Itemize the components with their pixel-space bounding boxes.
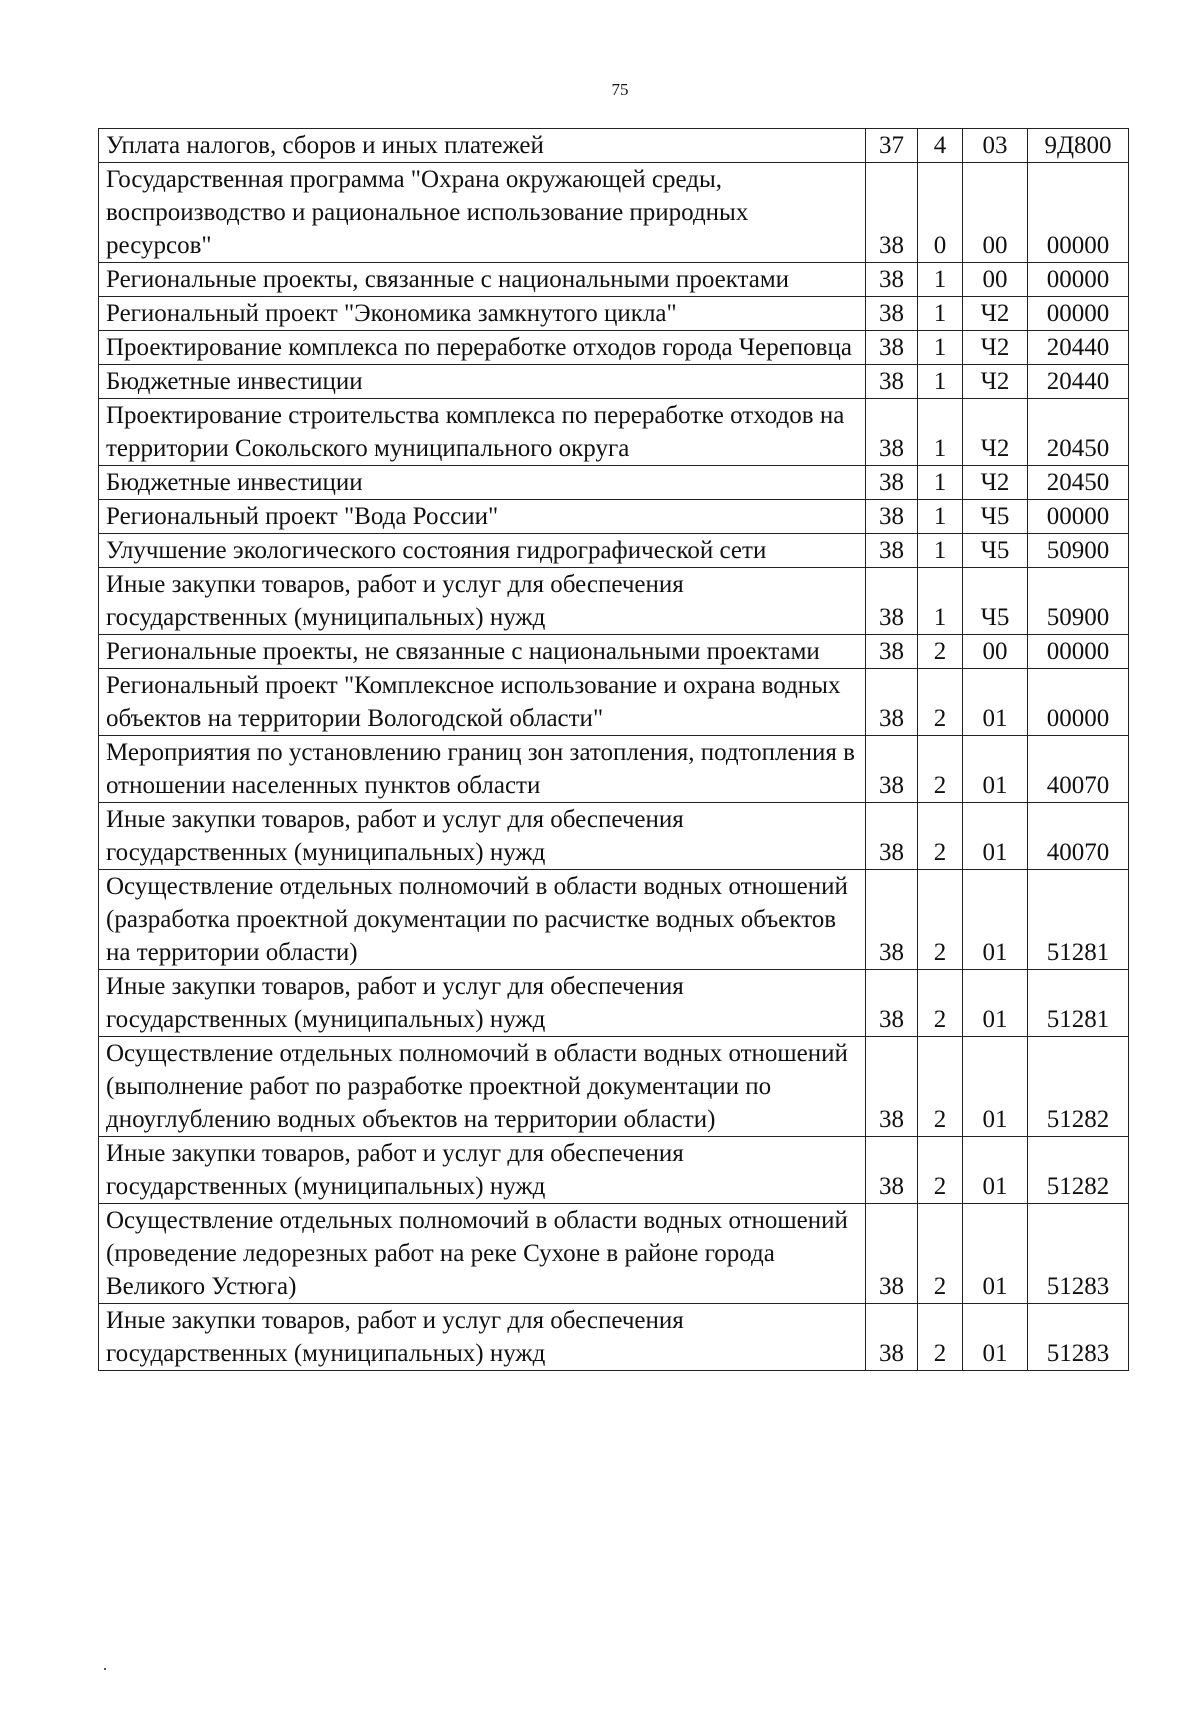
item-name: Проектирование строительства комплекса по переработке отходов на территории Сокольского муниципального округа bbox=[99, 399, 866, 466]
code-col-3: 00 bbox=[963, 163, 1028, 263]
code-col-3: 00 bbox=[963, 635, 1028, 669]
item-name: Осуществление отдельных полномочий в области водных отношений (проведение ледорезных работ на реке Сухоне в районе города Великого Устюга) bbox=[99, 1204, 866, 1304]
scan-speck bbox=[104, 1668, 106, 1670]
table-row bbox=[99, 1037, 1129, 1137]
code-col-2: 1 bbox=[918, 263, 963, 297]
code-col-2: 2 bbox=[918, 635, 963, 669]
item-name: Мероприятия по установлению границ зон затопления, подтопления в отношении населенных пунктов области bbox=[99, 736, 866, 803]
code-col-3: 01 bbox=[963, 870, 1028, 970]
code-col-2: 1 bbox=[918, 365, 963, 399]
page-number: 75 bbox=[611, 80, 629, 99]
table-row bbox=[99, 500, 1129, 534]
table-row bbox=[99, 365, 1129, 399]
code-col-4: 00000 bbox=[1028, 297, 1129, 331]
code-col-1: 38 bbox=[866, 736, 918, 803]
code-col-2: 2 bbox=[918, 1304, 963, 1371]
code-col-4: 51282 bbox=[1028, 1137, 1129, 1204]
code-col-2: 2 bbox=[918, 803, 963, 870]
item-name: Региональный проект "Комплексное использование и охрана водных объектов на территории Вологодской области" bbox=[99, 669, 866, 736]
code-col-1: 38 bbox=[866, 399, 918, 466]
code-col-4: 00000 bbox=[1028, 163, 1129, 263]
item-name: Осуществление отдельных полномочий в области водных отношений (выполнение работ по разработке проектной документации по дноуглублению водных объектов на территории области) bbox=[99, 1037, 866, 1137]
item-name: Бюджетные инвестиции bbox=[99, 365, 866, 399]
code-col-3: Ч2 bbox=[963, 297, 1028, 331]
item-name: Иные закупки товаров, работ и услуг для обеспечения государственных (муниципальных) нужд bbox=[99, 1304, 866, 1371]
item-name: Проектирование комплекса по переработке отходов города Череповца bbox=[99, 331, 866, 365]
code-col-3: Ч5 bbox=[963, 500, 1028, 534]
code-col-3: Ч5 bbox=[963, 568, 1028, 635]
table-row bbox=[99, 669, 1129, 736]
code-col-3: Ч2 bbox=[963, 331, 1028, 365]
code-col-3: 01 bbox=[963, 1204, 1028, 1304]
code-col-4: 51282 bbox=[1028, 1037, 1129, 1137]
code-col-1: 38 bbox=[866, 500, 918, 534]
item-name: Иные закупки товаров, работ и услуг для обеспечения государственных (муниципальных) нужд bbox=[99, 1137, 866, 1204]
code-col-1: 38 bbox=[866, 331, 918, 365]
code-col-4: 00000 bbox=[1028, 500, 1129, 534]
code-col-3: 01 bbox=[963, 1304, 1028, 1371]
item-name: Региональный проект "Вода России" bbox=[99, 500, 866, 534]
code-col-4: 20440 bbox=[1028, 331, 1129, 365]
code-col-3: 01 bbox=[963, 803, 1028, 870]
item-name: Региональный проект "Экономика замкнутого цикла" bbox=[99, 297, 866, 331]
code-col-4: 51283 bbox=[1028, 1204, 1129, 1304]
item-name: Региональные проекты, не связанные с национальными проектами bbox=[99, 635, 866, 669]
item-name: Иные закупки товаров, работ и услуг для обеспечения государственных (муниципальных) нужд bbox=[99, 970, 866, 1037]
code-col-2: 2 bbox=[918, 970, 963, 1037]
item-name: Уплата налогов, сборов и иных платежей bbox=[99, 129, 866, 163]
code-col-3: 03 bbox=[963, 129, 1028, 163]
table-row bbox=[99, 970, 1129, 1037]
code-col-3: Ч2 bbox=[963, 466, 1028, 500]
code-col-4: 50900 bbox=[1028, 534, 1129, 568]
code-col-3: 01 bbox=[963, 736, 1028, 803]
table-row bbox=[99, 399, 1129, 466]
item-name: Государственная программа "Охрана окружающей среды, воспроизводство и рациональное использование природных ресурсов" bbox=[99, 163, 866, 263]
code-col-2: 1 bbox=[918, 500, 963, 534]
code-col-2: 1 bbox=[918, 331, 963, 365]
code-col-1: 38 bbox=[866, 803, 918, 870]
table-body bbox=[99, 129, 1129, 1371]
table-row bbox=[99, 870, 1129, 970]
table-row bbox=[99, 1204, 1129, 1304]
code-col-2: 1 bbox=[918, 466, 963, 500]
table-row bbox=[99, 163, 1129, 263]
code-col-1: 38 bbox=[866, 1304, 918, 1371]
code-col-4: 40070 bbox=[1028, 803, 1129, 870]
code-col-1: 38 bbox=[866, 365, 918, 399]
table-row bbox=[99, 568, 1129, 635]
code-col-4: 20450 bbox=[1028, 399, 1129, 466]
item-name: Иные закупки товаров, работ и услуг для обеспечения государственных (муниципальных) нужд bbox=[99, 803, 866, 870]
code-col-4: 00000 bbox=[1028, 263, 1129, 297]
code-col-4: 20450 bbox=[1028, 466, 1129, 500]
code-col-2: 1 bbox=[918, 297, 963, 331]
code-col-3: 01 bbox=[963, 1137, 1028, 1204]
table-row bbox=[99, 466, 1129, 500]
code-col-1: 38 bbox=[866, 263, 918, 297]
code-col-4: 51281 bbox=[1028, 870, 1129, 970]
code-col-1: 38 bbox=[866, 163, 918, 263]
code-col-3: 01 bbox=[963, 970, 1028, 1037]
budget-classification-table bbox=[98, 128, 1129, 1371]
code-col-4: 51283 bbox=[1028, 1304, 1129, 1371]
table-row bbox=[99, 803, 1129, 870]
item-name: Улучшение экологического состояния гидрографической сети bbox=[99, 534, 866, 568]
code-col-2: 0 bbox=[918, 163, 963, 263]
item-name: Региональные проекты, связанные с национальными проектами bbox=[99, 263, 866, 297]
code-col-2: 2 bbox=[918, 870, 963, 970]
table-row bbox=[99, 635, 1129, 669]
code-col-3: 01 bbox=[963, 1037, 1028, 1137]
code-col-1: 38 bbox=[866, 568, 918, 635]
code-col-2: 2 bbox=[918, 1204, 963, 1304]
code-col-4: 00000 bbox=[1028, 669, 1129, 736]
code-col-4: 00000 bbox=[1028, 635, 1129, 669]
code-col-1: 38 bbox=[866, 534, 918, 568]
code-col-1: 38 bbox=[866, 870, 918, 970]
code-col-3: Ч2 bbox=[963, 399, 1028, 466]
code-col-4: 20440 bbox=[1028, 365, 1129, 399]
code-col-1: 38 bbox=[866, 466, 918, 500]
code-col-2: 2 bbox=[918, 669, 963, 736]
table-row bbox=[99, 1137, 1129, 1204]
code-col-2: 2 bbox=[918, 1037, 963, 1137]
code-col-2: 1 bbox=[918, 534, 963, 568]
code-col-3: 01 bbox=[963, 669, 1028, 736]
code-col-1: 38 bbox=[866, 297, 918, 331]
code-col-1: 37 bbox=[866, 129, 918, 163]
code-col-4: 40070 bbox=[1028, 736, 1129, 803]
code-col-1: 38 bbox=[866, 970, 918, 1037]
code-col-1: 38 bbox=[866, 669, 918, 736]
code-col-3: 00 bbox=[963, 263, 1028, 297]
table-row bbox=[99, 297, 1129, 331]
code-col-3: Ч2 bbox=[963, 365, 1028, 399]
code-col-2: 2 bbox=[918, 736, 963, 803]
code-col-2: 1 bbox=[918, 399, 963, 466]
item-name: Осуществление отдельных полномочий в области водных отношений (разработка проектной документации по расчистке водных объектов на территории области) bbox=[99, 870, 866, 970]
code-col-2: 2 bbox=[918, 1137, 963, 1204]
code-col-4: 51281 bbox=[1028, 970, 1129, 1037]
code-col-3: Ч5 bbox=[963, 534, 1028, 568]
table-row bbox=[99, 534, 1129, 568]
table-row bbox=[99, 1304, 1129, 1371]
table-row bbox=[99, 331, 1129, 365]
item-name: Бюджетные инвестиции bbox=[99, 466, 866, 500]
item-name: Иные закупки товаров, работ и услуг для обеспечения государственных (муниципальных) нужд bbox=[99, 568, 866, 635]
code-col-1: 38 bbox=[866, 635, 918, 669]
code-col-2: 1 bbox=[918, 568, 963, 635]
code-col-2: 4 bbox=[918, 129, 963, 163]
code-col-4: 50900 bbox=[1028, 568, 1129, 635]
code-col-1: 38 bbox=[866, 1137, 918, 1204]
code-col-1: 38 bbox=[866, 1037, 918, 1137]
table-row bbox=[99, 129, 1129, 163]
table-row bbox=[99, 736, 1129, 803]
table-row bbox=[99, 263, 1129, 297]
code-col-4: 9Д800 bbox=[1028, 129, 1129, 163]
code-col-1: 38 bbox=[866, 1204, 918, 1304]
